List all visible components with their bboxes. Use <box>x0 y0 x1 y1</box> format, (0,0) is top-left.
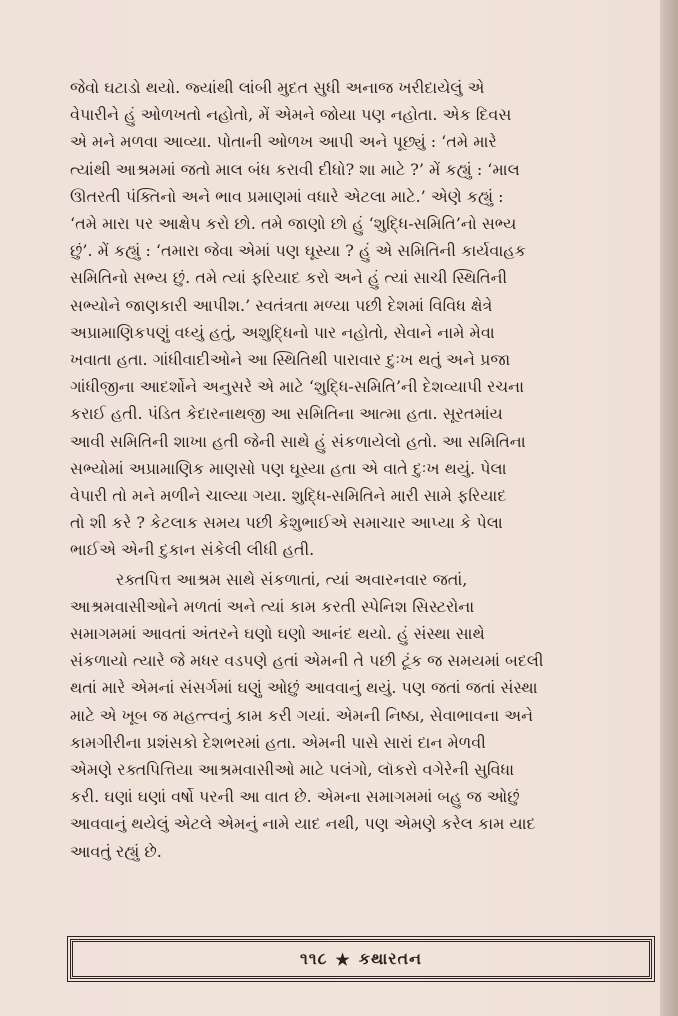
text-line: સમિતિનો સભ્ય છું. તમે ત્યાં ફરિયાદ કરો અને હું ત્યાં સાચી સ્થિતિની <box>70 268 508 288</box>
paragraph <box>70 566 650 865</box>
text-line: જેવો ઘટાડો થયો. જ્યાંથી લાંબી મુદત સુધી અનાજ ખરીદાયેલું એ <box>70 78 485 97</box>
text-line: ભાઈએ એની દુકાન સંકેલી લીધી હતી. <box>70 540 315 560</box>
text-line: કરી. ઘણાં ઘણાં વર્ષો પરની આ વાત છે. એમના સમાગમમાં બહુ જ ઓછું <box>70 787 520 807</box>
text-line: ‘તમે મારા પર આક્ષેપ કરો છો. તમે જાણો છો હું ‘શુદ્ધિ-સમિતિ’નો સભ્ય <box>70 214 517 234</box>
text-line: અપ્રામાણિકપણું વધ્યું હતું, અશુદ્ધિનો પાર નહોતો, સેવાને નામે મેવા <box>70 322 495 342</box>
text-line: આવવાનું થયેલું એટલે એમનું નામે યાદ નથી, પણ એમણે કરેલ કામ યાદ <box>70 814 536 834</box>
text-line: વેપારી તો મને મળીને ચાલ્યા ગયા. શુદ્ધિ-સમિતિને મારી સામે ફરિયાદ <box>70 486 507 506</box>
page-number: ૧૧૮ <box>299 949 328 968</box>
text-line: રક્તપિત્ત આશ્રમ સાથે સંકળાતાં, ત્યાં અવારનવાર જતાં, <box>116 569 468 589</box>
page-body <box>70 74 650 865</box>
text-line: એમણે રક્તપિત્તિયા આશ્રમવાસીઓ માટે પલંગો, લૉકરો વગેરેની સુવિધા <box>70 760 515 780</box>
text-line: સંકળાયો ત્યારે જે મધર વડપણે હતાં એમની તે પછી ટૂંક જ સમયમાં બદલી <box>70 651 544 671</box>
book-title: કથારતન <box>358 949 423 968</box>
star-icon: ★ <box>335 949 351 969</box>
paragraph <box>70 74 650 564</box>
text-line: એ મને મળવા આવ્યા. પોતાની ઓળખ આપી અને પૂછ્યું : ‘તમે મારે <box>70 132 497 152</box>
text-line: થતાં મારે એમનાં સંસર્ગમાં ઘણું ઓછું આવવાનું થયું. પણ જતાં જતાં સંસ્થા <box>70 678 538 698</box>
text-line: કામગીરીના પ્રશંસકો દેશભરમાં હતા. એમની પાસે સારાં દાન મેળવી <box>70 732 486 752</box>
text-line: માટે એ ખૂબ જ મહત્ત્વનું કામ કરી ગયાં. એમની નિષ્ઠા, સેવાભાવના અને <box>70 705 534 725</box>
text-line: આવતું રહ્યું છે. <box>70 841 162 861</box>
text-line: સભ્યોમાં અપ્રામાણિક માણસો પણ ઘૂસ્યા હતા એ વાતે દુઃખ થયું. પેલા <box>70 458 507 478</box>
text-line: છું’. મેં કહ્યું : ‘તમારા જેવા એમાં પણ ઘૂસ્યા ? હું એ સમિતિની કાર્યવાહક <box>70 241 526 261</box>
text-line: વેપારીને હું ઓળખતો નહોતો, મેં એમને જોયા પણ નહોતા. એક દિવસ <box>70 105 512 125</box>
text-line: આશ્રમવાસીઓને મળતાં અને ત્યાં કામ કરતી સ્પેનિશ સિસ્ટરોના <box>70 596 475 616</box>
text-line: કરાઈ હતી. પંડિત કેદારનાથજી આ સમિતિના આત્મા હતા. સૂરતમાંય <box>70 404 503 424</box>
text-line: તો શી કરે ? કેટલાક સમય પછી કેશુભાઈએ સમાચાર આપ્યા કે પેલા <box>70 513 503 533</box>
text-line: સમાગમમાં આવતાં અંતરને ઘણો ઘણો આનંદ થયો. હું સંસ્થા સાથે <box>70 624 485 644</box>
page-footer <box>70 939 652 979</box>
text-line: ત્યાંથી આશ્રમમાં જતો માલ બંધ કરાવી દીધો? શા માટે ?’ મેં કહ્યું : ‘માલ <box>70 159 520 179</box>
text-line: ગાંધીજીના આદર્શોને અનુસરે એ માટે ‘શુદ્ધિ-સમિતિ’ની દેશવ્યાપી રચના <box>70 377 525 397</box>
text-line: ઊતરતી પંક્તિનો અને ભાવ પ્રમાણમાં વધારે એટલા માટે.’ એણે કહ્યું : <box>70 186 504 206</box>
text-line: ખવાતા હતા. ગાંધીવાદીઓને આ સ્થિતિથી પારાવાર દુઃખ થતું અને પ્રજા <box>70 350 511 370</box>
text-line: આવી સમિતિની શાખા હતી જેની સાથે હું સંકળાયેલો હતો. આ સમિતિના <box>70 431 526 451</box>
text-line: સભ્યોને જાણકારી આપીશ.’ સ્વતંત્રતા મળ્યા પછી દેશમાં વિવિધ ક્ષેત્રે <box>70 295 493 315</box>
page-edge <box>660 0 678 1016</box>
